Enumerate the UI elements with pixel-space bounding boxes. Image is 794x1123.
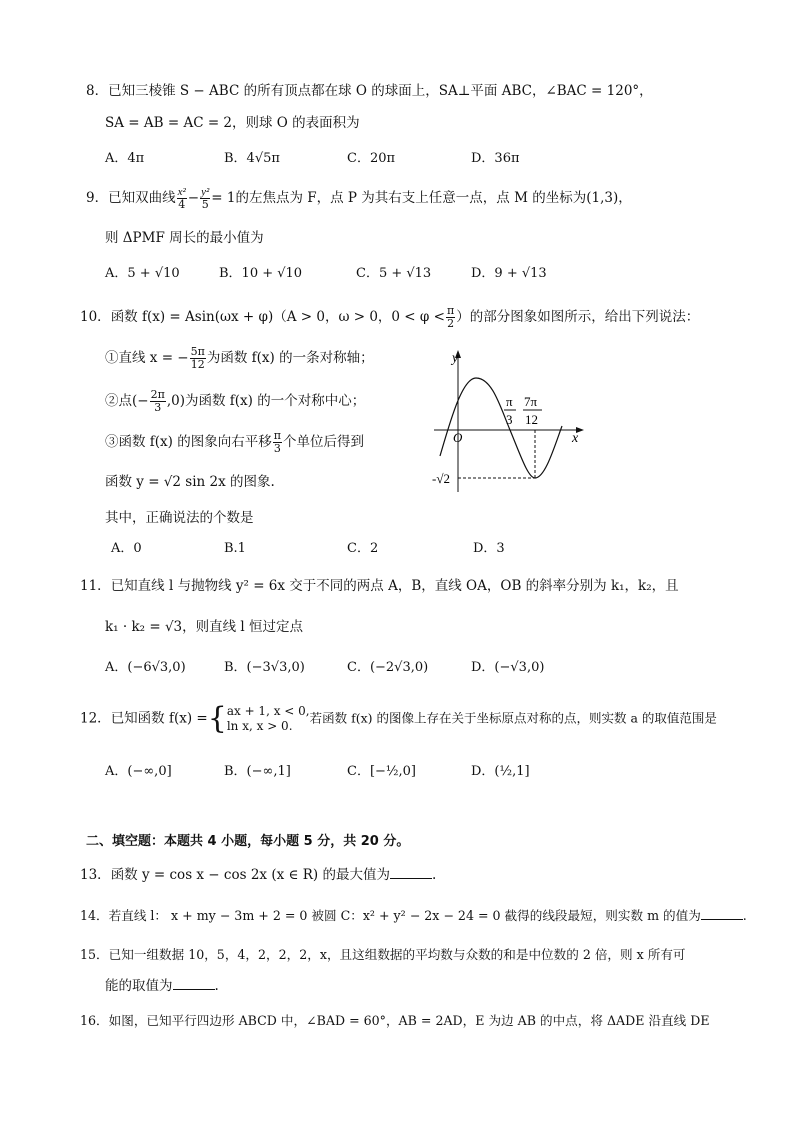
question-8-line-2 (105, 114, 360, 132)
question-14 (80, 907, 747, 925)
sine-graph (430, 344, 590, 494)
q11-option-b: B．(−3√3,0) (224, 660, 305, 675)
origin-label: O (453, 430, 463, 445)
question-15-line-2 (105, 977, 219, 995)
five-pi-over-12: $\frac{5\pi}{12}$ (190, 345, 205, 371)
question-13 (80, 866, 436, 884)
y-axis-label: y (452, 351, 459, 366)
question-number: 10． (80, 309, 111, 325)
period: . (432, 867, 437, 883)
question-9-line-2 (105, 229, 264, 247)
statement-text: 为函数 f(x) 的一条对称轴； (206, 350, 374, 366)
statement-text: ②点(− (105, 393, 149, 409)
question-number: 13． (80, 867, 111, 883)
pi-over-2: $\frac{\pi}{2}$ (446, 304, 455, 330)
question-15-line-1 (80, 946, 686, 964)
case-2: ln x, x > 0. (226, 719, 293, 733)
question-stem: 已知三棱锥 S − ABC 的所有顶点都在球 O 的球面上，SA⊥平面 ABC，∠BAC = 120°， (108, 83, 653, 99)
q10-option-d: D．3 (473, 541, 505, 556)
question-stem: 则 ΔPMF 周长的最小值为 (105, 230, 264, 246)
question-number: 14． (80, 908, 109, 923)
hyperbola-fraction-y: $\frac{\text{y²}}{5}$ (201, 186, 210, 211)
period: . (742, 908, 747, 923)
tick-pi3-den: 3 (506, 412, 513, 427)
q9-option-b: B．10 + √10 (219, 266, 303, 281)
conclusion: 其中，正确说法的个数是 (105, 510, 254, 526)
q11-option-d: D．(−√3,0) (471, 660, 545, 675)
q9-option-c: C．5 + √13 (356, 266, 432, 281)
answer-blank (173, 977, 215, 990)
question-number: 8． (86, 83, 109, 99)
question-stem: 如图，已知平行四边形 ABCD 中，∠BAD = 60°，AB = 2AD，E 为边 AB 的中点，将 ΔADE 沿直线 DE (108, 1013, 710, 1028)
q12-option-a: A．(−∞,0] (105, 764, 172, 779)
question-number: 12． (80, 710, 111, 727)
question-16 (80, 1012, 710, 1030)
question-11-line-1 (80, 577, 679, 595)
question-stem: ）的部分图象如图所示，给出下列说法： (456, 309, 700, 325)
x-axis-label: x (572, 431, 579, 446)
statement-text: ,0)为函数 f(x) 的一个对称中心； (166, 393, 366, 409)
question-stem: 能的取值为 (105, 978, 173, 994)
question-11-line-2: k₁ · k₂ = √3，则直线 l 恒过定点 (105, 619, 304, 635)
question-number: 9． (86, 190, 109, 206)
q9-option-d: D．9 + √13 (471, 266, 547, 281)
section-2-title: 二、填空题：本题共 4 小题，每小题 5 分，共 20 分。 (86, 834, 410, 849)
statement-text: 个单位后得到 (282, 434, 364, 450)
question-stem: SA = AB = AC = 2，则球 O 的表面积为 (105, 115, 360, 131)
tick-7pi12-den: 12 (525, 412, 538, 427)
q9-option-a: A．5 + √10 (105, 266, 180, 281)
statement-text: ①直线 x = − (105, 350, 189, 366)
question-number: 15． (80, 947, 109, 962)
statement-text: ③函数 f(x) 的图象向右平移 (105, 434, 272, 450)
statement-3-continued: 函数 y = √2 sin 2x 的图象. (105, 474, 275, 490)
q8-option-d: D．36π (471, 151, 520, 166)
answer-blank (390, 866, 432, 879)
hyperbola-fraction-x: $\frac{\text{x²}}{4}$ (177, 186, 186, 211)
question-8-line-1 (86, 82, 653, 100)
q12-option-b: B．(−∞,1] (224, 764, 291, 779)
question-number: 11． (80, 578, 111, 594)
statement-2 (105, 389, 365, 414)
question-10-line-1 (80, 305, 699, 330)
question-9-line-1: 9．已知双曲线 $\frac{\text{x²}}{4}$ − $\frac{\text{y²}}{5}$ = 1的左焦点为 F，点 P 为其右支上任意一点，点 M 的坐标为(1,3)， (86, 186, 632, 211)
question-12-line-1 (80, 701, 717, 736)
question-stem: 函数 f(x) = Asin(ωx + φ)（A > 0，ω > 0，0 < φ < (110, 309, 445, 325)
q8-option-a: A．4π (105, 151, 145, 166)
q12-option-c: C．[−½,0] (347, 764, 416, 779)
q11-option-a: A．(−6√3,0) (105, 660, 186, 675)
question-stem: 已知双曲线 (108, 190, 176, 206)
answer-blank (701, 907, 743, 920)
statement-3 (105, 430, 364, 455)
q12-option-d: D．(½,1] (471, 764, 530, 779)
question-stem: 已知一组数据 10，5，4，2，2，2，x，且这组数据的平均数与众数的和是中位数的 2 倍，则 x 所有可 (108, 947, 686, 962)
question-number: 16． (80, 1013, 109, 1028)
piecewise-cases (227, 704, 310, 734)
question-stem: 若直线 l： x + my − 3m + 2 = 0 被圆 C：x² + y² − 2x − 24 = 0 截得的线段最短，则实数 m 的值为 (108, 908, 701, 923)
question-stem: 的左焦点为 F，点 P 为其右支上任意一点，点 M 的坐标为(1,3)， (235, 190, 632, 206)
case-1: ax + 1, x < 0, (226, 704, 310, 718)
question-stem: 若函数 f(x) 的图像上存在关于坐标原点对称的点，则实数 a 的取值范围是 (309, 710, 717, 726)
tick-pi3-num: π (506, 394, 513, 409)
period: . (214, 978, 219, 994)
question-stem: 函数 y = cos x − cos 2x (x ∈ R) 的最大值为 (110, 867, 390, 883)
two-pi-over-3: $\frac{2\pi}{3}$ (150, 388, 165, 414)
statement-1 (105, 346, 374, 371)
question-stem: 已知直线 l 与抛物线 y² = 6x 交于不同的两点 A，B，直线 OA，OB 的斜率分别为 k₁，k₂，且 (110, 578, 679, 594)
q11-option-c: C．(−2√3,0) (347, 660, 429, 675)
min-value-label: -√2 (432, 471, 450, 486)
q10-option-a: A．0 (111, 541, 142, 556)
question-stem: 已知函数 f(x) = (110, 710, 208, 727)
tick-7pi12-num: 7π (524, 394, 538, 409)
q10-option-b: B.1 (224, 541, 246, 556)
q8-option-b: B．4√5π (224, 151, 280, 166)
q8-option-c: C．20π (347, 151, 396, 166)
pi-over-3: $\frac{\pi}{3}$ (273, 429, 281, 455)
q10-option-c: C．2 (347, 541, 379, 556)
piecewise-brace: { (207, 701, 227, 736)
